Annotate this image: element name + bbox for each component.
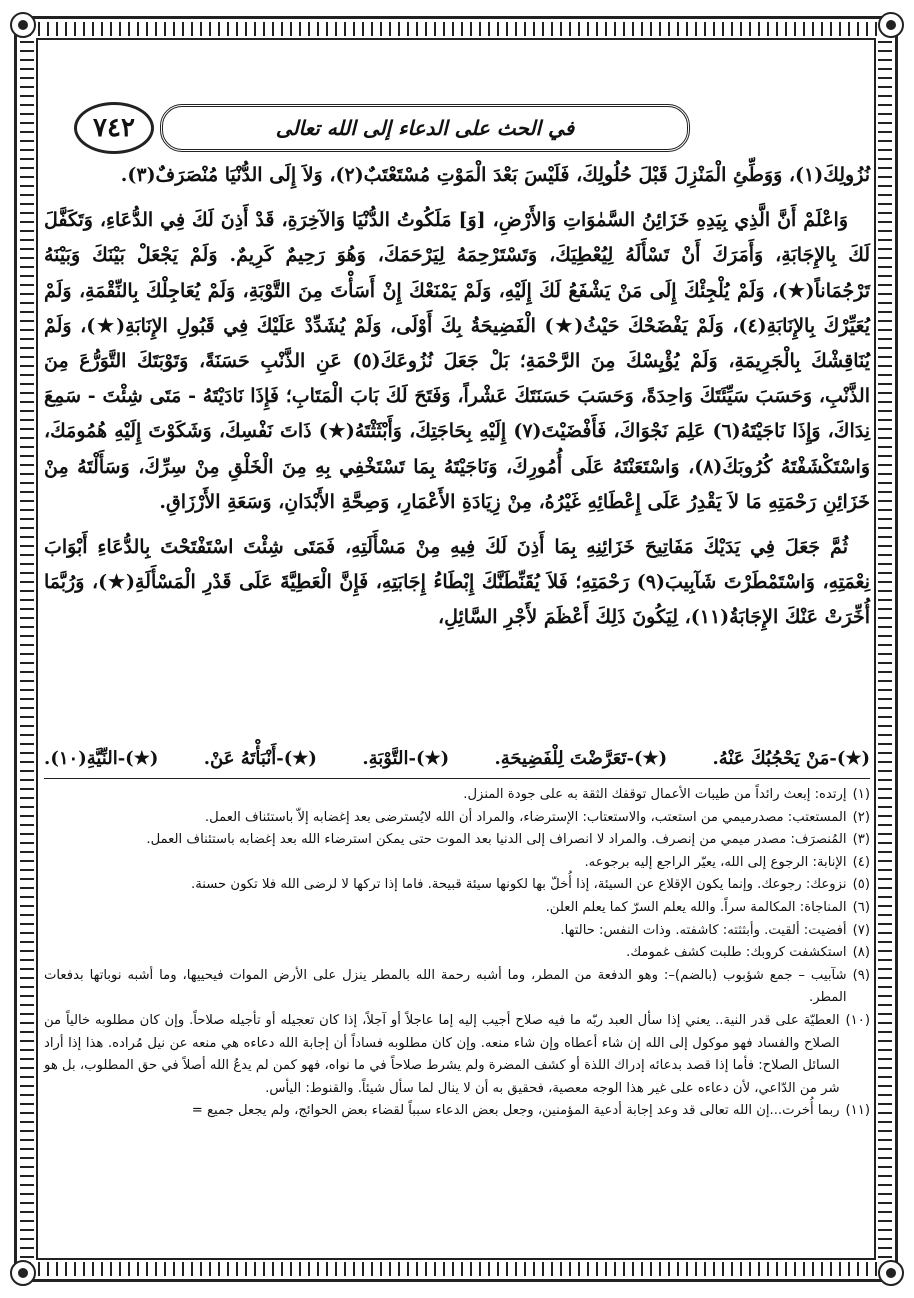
corner-ornament-icon bbox=[878, 12, 904, 38]
main-text bbox=[44, 158, 870, 636]
page-header bbox=[68, 100, 844, 158]
footnote-number: (٦) bbox=[852, 899, 870, 915]
paragraph: وَاعْلَمْ أَنَّ الَّذِي بِيَدِهِ خَزَائِنُ السَّمٰوَاتِ وَالأَرْضِ، [وَ] مَلَكُوتُ الدُّنْيَا وَالآخِرَةِ، قَدْ أَذِنَ لَكَ فِي الدُّعَاءِ، وَتَكَفَّلَ لَكَ بِالإِجَابَةِ، وَأَمَرَكَ أَنْ تَسْأَلَهُ لِيُعْطِيَكَ، وَتَسْتَرْحِمَهُ لِيَرْحَمَكَ، وَهُوَ رَحِيمٌ كَرِيمٌ. وَلَمْ يَجْعَلْ بَيْنَكَ وَبَيْنَهُ تَرْجُمَاناً(★)، وَلَمْ يُلْجِئْكَ إِلَى مَنْ يَشْفَعُ لَكَ إِلَيْهِ، وَلَمْ يَمْنَعْكَ إِنْ أَسَأْتَ مِنَ التَّوْبَةِ، وَلَمْ يُعَاجِلْكَ بِالنِّقْمَةِ، وَلَمْ يُعَيِّرْكَ بِالإِنَابَةِ(٤)، وَلَمْ يَفْضَحْكَ حَيْثُ(★) الْفَضِيحَةُ بِكَ أَوْلَى، وَلَمْ يُشَدِّدْ عَلَيْكَ فِي قَبُولِ الإِنَابَةِ(★)، وَلَمْ يُنَاقِشْكَ بِالْجَرِيمَةِ، وَلَمْ يُؤْيِسْكَ مِنَ الرَّحْمَةِ؛ بَلْ جَعَلَ نُزُوعَكَ(٥) عَنِ الذَّنْبِ حَسَنَةً، وَتَوْبَتَكَ التَّوَرُّعَ مِنَ الذَّنْبِ، وَحَسَبَ سَيِّئَتَكَ وَاحِدَةً، وَحَسَبَ حَسَنَتَكَ عَشْراً، وَفَتَحَ لَكَ بَابَ الْمَتَابِ؛ فَإِذَا نَادَيْتَهُ - مَتَى شِئْتَ - سَمِعَ نِدَاكَ، وَإِذَا نَاجَيْتَهُ(٦) عَلِمَ نَجْوَاكَ، فَأَفْضَيْتَ(٧) إِلَيْهِ بِحَاجَتِكَ، وَأَبْثَثْتَهُ(★) ذَاتَ نَفْسِكَ، وَشَكَوْتَ إِلَيْهِ هُمُومَكَ، وَاسْتَكْشَفْتَهُ كُرُوبَكَ(٨)، وَاسْتَعَنْتَهُ عَلَى أُمُورِكَ، وَنَاجَيْتَهُ بِمَا تَسْتَخْفِي بِهِ مِنَ الْخَلْقِ مِنْ سِرِّكَ، وَسَأَلْتَهُ مِنْ خَزَائِنِ رَحْمَتِهِ مَا لاَ يَقْدِرُ عَلَى إِعْطَائِهِ غَيْرُهُ، مِنْ زِيَادَةِ الأَعْمَارِ، وَصِحَّةِ الأَبْدَانِ، وَسَعَةِ الأَرْزَاقِ. bbox=[44, 209, 871, 513]
footnote bbox=[44, 874, 870, 897]
footnote bbox=[44, 829, 870, 852]
paragraph: نُزُولِكَ(١)، وَوَطِّئِ الْمَنْزِلَ قَبْلَ حُلُولِكَ، فَلَيْسَ بَعْدَ الْمَوْتِ مُسْتَعْتَبٌ(٢)، وَلاَ إِلَى الدُّنْيَا مُنْصَرَفٌ(٣). bbox=[120, 164, 870, 186]
footnote-text: إرتده: إبعث رائداً من طيبات الأعمال توقفك الثقة به على جودة المنزل. bbox=[463, 787, 847, 802]
footnote-divider bbox=[44, 778, 870, 779]
footnote bbox=[44, 807, 870, 830]
footnote bbox=[44, 897, 870, 920]
footnote bbox=[44, 784, 870, 807]
paragraph: ثُمَّ جَعَلَ فِي يَدَيْكَ مَفَاتِيحَ خَزَائِنِهِ بِمَا أَذِنَ لَكَ فِيهِ مِنْ مَسْأَلَتِهِ، فَمَتَى شِئْتَ اسْتَفْتَحْتَ بِالدُّعَاءِ أَبْوَابَ نِعْمَتِهِ، وَاسْتَمْطَرْتَ شَآبِيبَ(٩) رَحْمَتِهِ؛ فَلاَ يُقَنِّطَنَّكَ إِبْطَاءُ إِجَابَتِهِ، فَإِنَّ الْعَطِيَّةَ عَلَى قَدْرِ الْمَسْأَلَةِ(★)، وَرُبَّمَا أُخِّرَتْ عَنْكَ الإِجَابَةُ(١١)، لِيَكُونَ ذَلِكَ أَعْظَمَ لأَجْرِ السَّائِلِ، bbox=[44, 536, 870, 629]
footnote-number: (٣) bbox=[852, 832, 870, 848]
star-note: (★)-تَعَرَّضْتَ لِلْفَضِيحَةِ. bbox=[494, 748, 668, 769]
footnote bbox=[44, 1010, 870, 1100]
corner-ornament-icon bbox=[878, 1260, 904, 1286]
page-number: ٧٤٢ bbox=[74, 102, 154, 154]
footnote-text: الإنابة: الرجوع إلى الله، يعيّر الراجع إليه برجوعه. bbox=[584, 854, 847, 870]
footnote-text: ربما أُخرت...إن الله تعالى قد وعد إجابة أدعية المؤمنين، وجعل بعض الدعاء سبباً لقضاء بعض الحوائج، ولم يجعل جميع = bbox=[191, 1103, 840, 1119]
star-note: (★)-التَّوْبَةِ. bbox=[362, 748, 450, 769]
footnote-number: (٥) bbox=[852, 877, 870, 893]
footnote-text: المُنصرَف: مصدر ميمي من إنصرف. والمراد لا انصراف إلى الدنيا بعد الموت حتى يمكن استرضاء الله بعد إغضابه باستئناف العمل. bbox=[146, 832, 847, 848]
footnote bbox=[44, 942, 870, 965]
footnote-text: المستعتب: مصدرميمي من استعتب، والاستعتاب: الإسترضاء، والمراد أن الله لايُسترضى بعد إغضابه إلاّ باستئناف العمل. bbox=[204, 809, 847, 825]
footnote-text: المناجاة: المكالمة سراً. والله يعلم السرّ كما يعلم العلن. bbox=[545, 899, 847, 915]
running-title: في الحث على الدعاء إلى الله تعالى bbox=[160, 104, 690, 152]
footnote bbox=[44, 965, 870, 1010]
footnote bbox=[44, 920, 870, 943]
footnote-number: (٤) bbox=[852, 854, 870, 870]
footnote-text: شآبيب – جمع شؤبوب (بالضم)–: وهو الدفعة من المطر، وما أشبه رحمة الله بالمطر ينزل على الأرض الموات فيحييها، وما أشبه نوباتها بدفعات المطر. bbox=[44, 967, 847, 1006]
footnote-number: (٨) bbox=[852, 945, 870, 961]
footnote bbox=[44, 1100, 870, 1123]
footnote-text: نزوعك: رجوعك. وإنما يكون الإقلاع عن السيئة، إذا أُخلّ بها لكونها سيئة قبيحة. فاما إذا تركها لا لرضى الله فلا تكون حسنة. bbox=[191, 877, 847, 893]
footnote-number: (٧) bbox=[852, 922, 870, 938]
footnote-number: (١) bbox=[852, 787, 870, 802]
footnote-text: أفضيت: ألقيت. وأبثثته: كاشفته. وذات النفس: حالتها. bbox=[560, 922, 847, 938]
footnote-number: (١١) bbox=[845, 1103, 870, 1119]
footnote bbox=[44, 852, 870, 875]
star-notes bbox=[44, 748, 870, 769]
corner-ornament-icon bbox=[10, 12, 36, 38]
footnote-number: (٢) bbox=[852, 809, 870, 825]
footnote-number: (٩) bbox=[852, 967, 870, 983]
footnote-text: استكشفت كروبك: طلبت كشف غمومك. bbox=[626, 945, 847, 961]
footnote-number: (١٠) bbox=[845, 1012, 870, 1028]
footnotes bbox=[44, 784, 870, 1123]
footnote-text: العطيّة على قدر النية.. يعني إذا سأل العبد ربّه ما فيه صلاح أجيب إليه إما عاجلاً أو آجلاً، إذا كان تعجيله أو تأجيله صلاحاً. وإن كان مطلوبه خالياً من الصلاح والفساد فهو موكول إلى الله إن شاء أعطاه وإن شاء منعه. وإن كان مطلوبه فساداً أن إجابة الله دعاءه هي منعه عن نيل مُراده. هذا إذا أراد السائل الصلاح: فأما إذا قصد بدعائه إدراك اللذة أو كشف المضرة ولم يشرط صلاحاً في ما نواه، فهو كمن لم يدعُ الله أصلاً في حق المطلوب، بل هو شر من الدّاعي، لأن دعاءه على غير هذا الوجه معصية، فحقيق به أن لا ينال لما سأل شيئاً. والقنوط: اليأس. bbox=[44, 1012, 840, 1096]
star-note: (★)-مَنْ يَحْجُبُكَ عَنْهُ. bbox=[712, 748, 870, 769]
star-note: (★)-أَنْبَأْتَهُ عَنْ. bbox=[203, 748, 317, 769]
star-note: (★)-النِّيَّةِ(١٠). bbox=[44, 748, 159, 769]
corner-ornament-icon bbox=[10, 1260, 36, 1286]
